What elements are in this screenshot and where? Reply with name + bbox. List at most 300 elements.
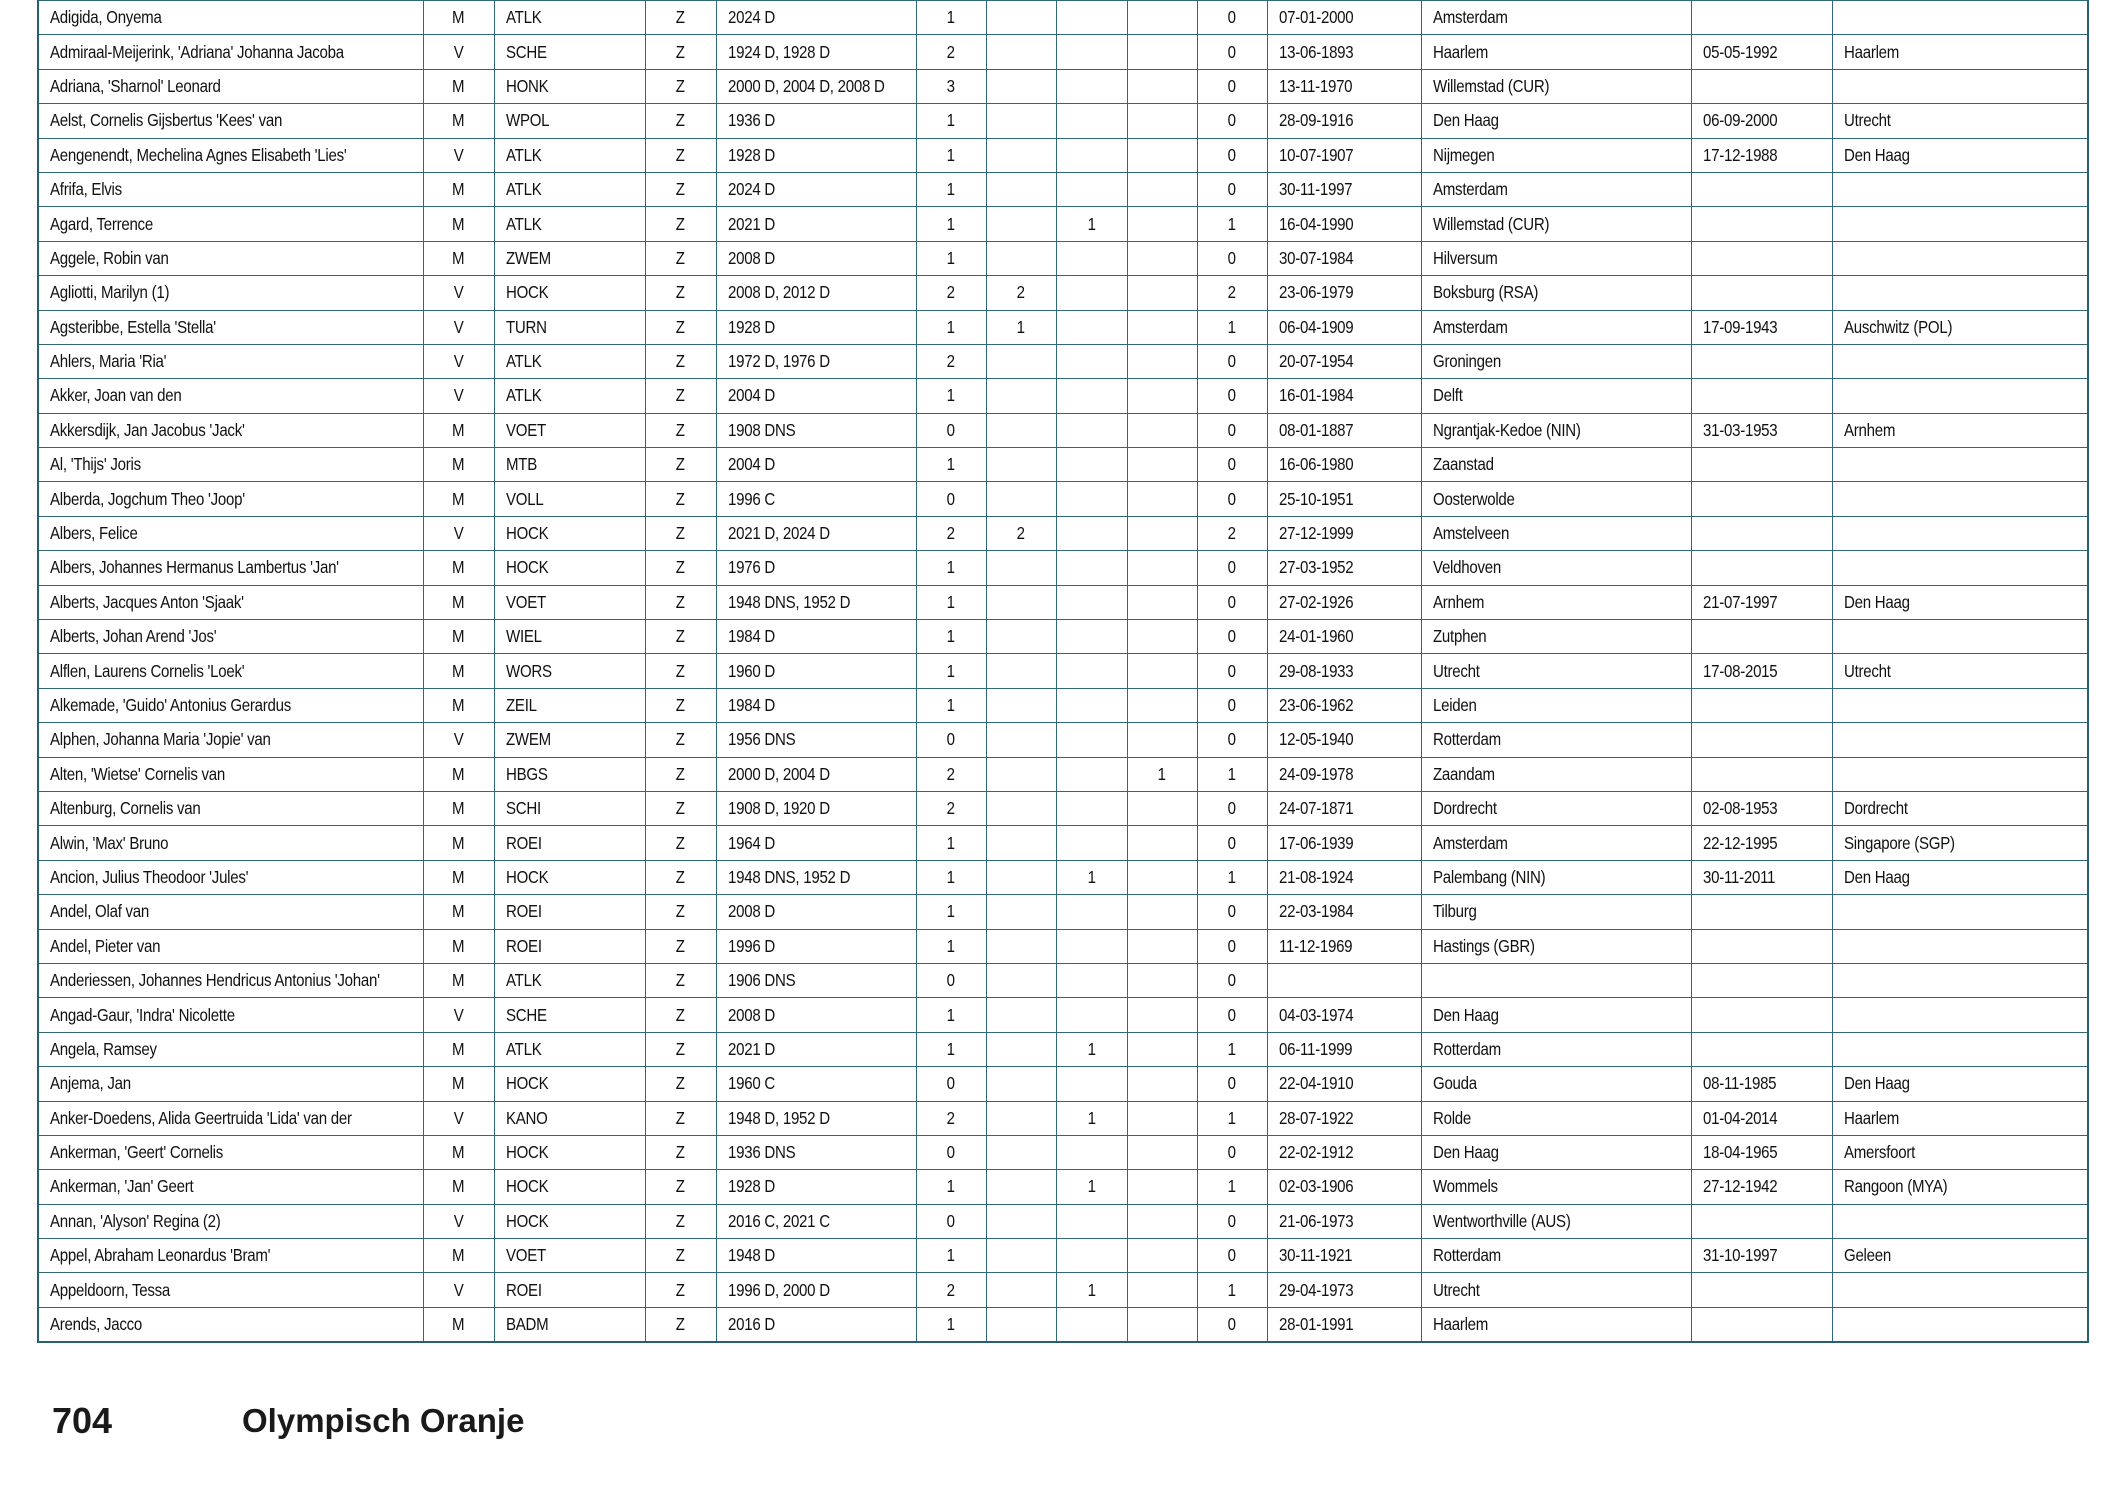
- cell-text: 24-09-1978: [1278, 763, 1353, 784]
- cell-text: 2016 D: [727, 1313, 775, 1334]
- cell-birth-date: [1267, 1273, 1421, 1307]
- cell-text: M: [452, 1313, 465, 1334]
- cell-text: ROEI: [505, 935, 542, 956]
- cell-text: Amsterdam: [1432, 179, 1508, 200]
- cell-text: M: [452, 557, 465, 578]
- cell-medals-total: [1197, 482, 1267, 516]
- cell-games: [716, 929, 916, 963]
- cell-birth-place: [1421, 138, 1691, 172]
- table-row: [38, 1101, 2088, 1135]
- cell-summer-winter: [645, 895, 716, 929]
- cell-text: 20-07-1954: [1278, 351, 1353, 372]
- cell-participations: [916, 826, 986, 860]
- cell-medals-a: [986, 516, 1056, 550]
- cell-summer-winter: [645, 551, 716, 585]
- cell-text: 2004 D: [727, 385, 775, 406]
- cell-text: 06-09-2000: [1702, 110, 1777, 131]
- cell-medals-c: [1127, 1170, 1197, 1204]
- cell-games: [716, 1101, 916, 1135]
- table-row: [38, 448, 2088, 482]
- cell-text: Adigida, Onyema: [50, 7, 162, 28]
- cell-birth-place: [1421, 723, 1691, 757]
- cell-text: Afrifa, Elvis: [50, 179, 122, 200]
- cell-games: [716, 276, 916, 310]
- cell-text: 27-03-1952: [1278, 557, 1353, 578]
- cell-medals-a: [986, 482, 1056, 516]
- cell-birth-place: [1421, 929, 1691, 963]
- cell-medals-total: [1197, 963, 1267, 997]
- cell-participations: [916, 551, 986, 585]
- cell-text: 22-12-1995: [1702, 832, 1777, 853]
- cell-text: M: [452, 213, 465, 234]
- cell-text: ZWEM: [505, 247, 551, 268]
- cell-sport: [494, 688, 645, 722]
- cell-medals-total: [1197, 413, 1267, 447]
- cell-text: 18-04-1965: [1702, 1142, 1777, 1163]
- table-row: [38, 1307, 2088, 1341]
- cell-medals-c: [1127, 241, 1197, 275]
- cell-participations: [916, 1307, 986, 1341]
- cell-games: [716, 620, 916, 654]
- cell-summer-winter: [645, 723, 716, 757]
- cell-text: Alten, 'Wietse' Cornelis van: [50, 763, 226, 784]
- cell-text: HOCK: [505, 1176, 548, 1197]
- cell-text: 2000 D, 2004 D: [727, 763, 830, 784]
- cell-birth-date: [1267, 516, 1421, 550]
- table-row: [38, 1067, 2088, 1101]
- cell-text: M: [452, 247, 465, 268]
- cell-medals-c: [1127, 551, 1197, 585]
- cell-birth-date: [1267, 138, 1421, 172]
- cell-birth-date: [1267, 1204, 1421, 1238]
- cell-death-date: [1691, 35, 1832, 69]
- cell-text: 1996 D: [727, 935, 775, 956]
- cell-text: 1: [946, 557, 956, 578]
- cell-text: Z: [676, 144, 685, 165]
- cell-birth-date: [1267, 69, 1421, 103]
- cell-text: Appeldoorn, Tessa: [50, 1279, 171, 1300]
- cell-text: Aggele, Robin van: [50, 247, 169, 268]
- cell-text: Amstelveen: [1432, 523, 1509, 544]
- cell-text: Z: [676, 316, 685, 337]
- cell-name: [38, 1, 423, 35]
- cell-sport: [494, 482, 645, 516]
- cell-text: Arnhem: [1843, 419, 1895, 440]
- cell-birth-date: [1267, 551, 1421, 585]
- cell-name: [38, 1135, 423, 1169]
- cell-summer-winter: [645, 688, 716, 722]
- cell-text: 1: [946, 179, 956, 200]
- cell-text: V: [453, 729, 464, 750]
- cell-name: [38, 551, 423, 585]
- cell-medals-c: [1127, 276, 1197, 310]
- cell-summer-winter: [645, 929, 716, 963]
- cell-medals-total: [1197, 688, 1267, 722]
- cell-participations: [916, 35, 986, 69]
- cell-death-date: [1691, 379, 1832, 413]
- cell-summer-winter: [645, 585, 716, 619]
- cell-text: M: [452, 179, 465, 200]
- cell-text: V: [453, 1210, 464, 1231]
- cell-sex: [423, 929, 494, 963]
- cell-death-date: [1691, 895, 1832, 929]
- cell-text: 2: [946, 351, 956, 372]
- cell-text: 1: [1227, 1176, 1237, 1197]
- cell-sex: [423, 1204, 494, 1238]
- cell-text: 17-06-1939: [1278, 832, 1353, 853]
- cell-birth-date: [1267, 757, 1421, 791]
- cell-birth-place: [1421, 241, 1691, 275]
- cell-birth-date: [1267, 482, 1421, 516]
- cell-text: Rangoon (MYA): [1843, 1176, 1947, 1197]
- cell-text: Arends, Jacco: [50, 1313, 143, 1334]
- cell-games: [716, 551, 916, 585]
- cell-medals-b: [1056, 1101, 1127, 1135]
- table-row: [38, 516, 2088, 550]
- cell-medals-b: [1056, 1135, 1127, 1169]
- cell-name: [38, 1170, 423, 1204]
- cell-text: Z: [676, 41, 685, 62]
- cell-text: Z: [676, 1073, 685, 1094]
- cell-summer-winter: [645, 1170, 716, 1204]
- cell-games: [716, 172, 916, 206]
- cell-sex: [423, 1239, 494, 1273]
- cell-text: 16-04-1990: [1278, 213, 1353, 234]
- cell-birth-date: [1267, 963, 1421, 997]
- cell-medals-b: [1056, 757, 1127, 791]
- cell-text: 1: [1227, 1279, 1237, 1300]
- cell-text: 2004 D: [727, 454, 775, 475]
- cell-birth-date: [1267, 1170, 1421, 1204]
- cell-medals-b: [1056, 688, 1127, 722]
- cell-text: 1: [946, 1004, 956, 1025]
- cell-text: Z: [676, 1142, 685, 1163]
- cell-text: Anjema, Jan: [50, 1073, 131, 1094]
- cell-death-place: [1832, 104, 2088, 138]
- cell-text: M: [452, 1073, 465, 1094]
- cell-text: SCHE: [505, 1004, 547, 1025]
- cell-sex: [423, 172, 494, 206]
- cell-birth-place: [1421, 1101, 1691, 1135]
- cell-participations: [916, 379, 986, 413]
- cell-birth-place: [1421, 1170, 1691, 1204]
- cell-medals-b: [1056, 826, 1127, 860]
- cell-text: 27-12-1999: [1278, 523, 1353, 544]
- cell-death-place: [1832, 826, 2088, 860]
- cell-text: V: [453, 144, 464, 165]
- cell-death-place: [1832, 1307, 2088, 1341]
- cell-medals-a: [986, 963, 1056, 997]
- cell-text: Amsterdam: [1432, 316, 1508, 337]
- cell-games: [716, 310, 916, 344]
- cell-participations: [916, 172, 986, 206]
- cell-death-place: [1832, 791, 2088, 825]
- table-row: [38, 929, 2088, 963]
- table-row: [38, 344, 2088, 378]
- cell-text: 1: [946, 454, 956, 475]
- cell-birth-date: [1267, 860, 1421, 894]
- cell-medals-b: [1056, 654, 1127, 688]
- cell-text: Z: [676, 935, 685, 956]
- table-row: [38, 1273, 2088, 1307]
- cell-medals-a: [986, 1101, 1056, 1135]
- cell-medals-c: [1127, 585, 1197, 619]
- cell-sex: [423, 688, 494, 722]
- cell-participations: [916, 654, 986, 688]
- cell-text: M: [452, 970, 465, 991]
- cell-text: 28-01-1991: [1278, 1313, 1353, 1334]
- cell-medals-total: [1197, 791, 1267, 825]
- table-row: [38, 1170, 2088, 1204]
- cell-birth-date: [1267, 1307, 1421, 1341]
- cell-text: Z: [676, 763, 685, 784]
- cell-medals-a: [986, 379, 1056, 413]
- cell-text: Z: [676, 729, 685, 750]
- cell-name: [38, 241, 423, 275]
- cell-text: Albers, Johannes Hermanus Lambertus 'Jan': [50, 557, 339, 578]
- cell-name: [38, 482, 423, 516]
- cell-text: M: [452, 763, 465, 784]
- cell-text: 25-10-1951: [1278, 488, 1353, 509]
- cell-name: [38, 310, 423, 344]
- cell-text: 23-06-1979: [1278, 282, 1353, 303]
- table-row: [38, 482, 2088, 516]
- cell-text: M: [452, 454, 465, 475]
- cell-text: Akker, Joan van den: [50, 385, 182, 406]
- cell-text: 1: [946, 144, 956, 165]
- cell-death-place: [1832, 585, 2088, 619]
- cell-text: 0: [1227, 1245, 1237, 1266]
- cell-death-date: [1691, 1, 1832, 35]
- cell-name: [38, 1307, 423, 1341]
- cell-text: 1984 D: [727, 626, 775, 647]
- cell-sport: [494, 585, 645, 619]
- cell-death-place: [1832, 1, 2088, 35]
- cell-summer-winter: [645, 448, 716, 482]
- cell-games: [716, 344, 916, 378]
- cell-text: Dordrecht: [1843, 798, 1908, 819]
- cell-text: 12-05-1940: [1278, 729, 1353, 750]
- cell-participations: [916, 895, 986, 929]
- cell-text: M: [452, 75, 465, 96]
- cell-text: Hastings (GBR): [1432, 935, 1535, 956]
- table-row: [38, 379, 2088, 413]
- cell-death-place: [1832, 1067, 2088, 1101]
- cell-sex: [423, 1101, 494, 1135]
- cell-sport: [494, 551, 645, 585]
- cell-text: Z: [676, 419, 685, 440]
- cell-death-place: [1832, 241, 2088, 275]
- cell-medals-a: [986, 1067, 1056, 1101]
- cell-text: 2: [946, 1107, 956, 1128]
- cell-text: Den Haag: [1432, 110, 1499, 131]
- table-row: [38, 69, 2088, 103]
- cell-text: 1: [946, 247, 956, 268]
- cell-text: 1: [946, 7, 956, 28]
- table-row: [38, 585, 2088, 619]
- cell-sport: [494, 929, 645, 963]
- cell-summer-winter: [645, 826, 716, 860]
- cell-name: [38, 1204, 423, 1238]
- cell-birth-place: [1421, 998, 1691, 1032]
- cell-sex: [423, 448, 494, 482]
- cell-birth-date: [1267, 276, 1421, 310]
- cell-death-date: [1691, 998, 1832, 1032]
- cell-text: Z: [676, 523, 685, 544]
- cell-death-date: [1691, 860, 1832, 894]
- cell-text: WIEL: [505, 626, 542, 647]
- cell-death-place: [1832, 551, 2088, 585]
- cell-games: [716, 448, 916, 482]
- cell-sex: [423, 860, 494, 894]
- cell-text: 1964 D: [727, 832, 775, 853]
- cell-text: VOET: [505, 419, 546, 440]
- cell-text: 1: [946, 695, 956, 715]
- cell-text: 1: [946, 866, 956, 887]
- cell-death-date: [1691, 482, 1832, 516]
- cell-text: HOCK: [505, 282, 548, 303]
- cell-summer-winter: [645, 241, 716, 275]
- cell-text: 0: [1227, 798, 1237, 819]
- cell-sex: [423, 963, 494, 997]
- cell-text: Anderiessen, Johannes Hendricus Antonius 'Johan': [50, 970, 380, 991]
- cell-summer-winter: [645, 791, 716, 825]
- cell-death-date: [1691, 1239, 1832, 1273]
- cell-text: Aelst, Cornelis Gijsbertus 'Kees' van: [50, 110, 283, 131]
- cell-death-place: [1832, 723, 2088, 757]
- cell-medals-total: [1197, 895, 1267, 929]
- cell-text: 0: [1227, 1004, 1237, 1025]
- cell-text: 01-04-2014: [1702, 1107, 1777, 1128]
- cell-medals-b: [1056, 379, 1127, 413]
- cell-medals-b: [1056, 929, 1127, 963]
- cell-name: [38, 998, 423, 1032]
- cell-text: 1: [946, 901, 956, 922]
- cell-text: Den Haag: [1432, 1142, 1499, 1163]
- cell-games: [716, 860, 916, 894]
- cell-sex: [423, 516, 494, 550]
- cell-text: 2: [946, 41, 956, 62]
- table-row: [38, 1135, 2088, 1169]
- cell-medals-a: [986, 1135, 1056, 1169]
- cell-medals-c: [1127, 895, 1197, 929]
- cell-text: Adriana, 'Sharnol' Leonard: [50, 75, 221, 96]
- cell-text: Amsterdam: [1432, 832, 1508, 853]
- cell-text: Oosterwolde: [1432, 488, 1515, 509]
- cell-medals-c: [1127, 1101, 1197, 1135]
- cell-participations: [916, 998, 986, 1032]
- cell-summer-winter: [645, 1101, 716, 1135]
- cell-sport: [494, 69, 645, 103]
- cell-medals-total: [1197, 1273, 1267, 1307]
- cell-text: 1996 C: [727, 488, 775, 509]
- cell-participations: [916, 448, 986, 482]
- cell-medals-total: [1197, 69, 1267, 103]
- cell-text: 1928 D: [727, 144, 775, 165]
- cell-medals-total: [1197, 344, 1267, 378]
- cell-death-place: [1832, 1101, 2088, 1135]
- cell-medals-c: [1127, 138, 1197, 172]
- cell-name: [38, 1273, 423, 1307]
- cell-text: 28-07-1922: [1278, 1107, 1353, 1128]
- cell-death-date: [1691, 344, 1832, 378]
- cell-sport: [494, 963, 645, 997]
- cell-medals-a: [986, 654, 1056, 688]
- cell-text: 0: [1227, 695, 1237, 715]
- cell-text: Z: [676, 901, 685, 922]
- cell-text: 27-02-1926: [1278, 591, 1353, 612]
- cell-text: HBGS: [505, 763, 548, 784]
- cell-participations: [916, 241, 986, 275]
- cell-text: Haarlem: [1432, 41, 1488, 62]
- cell-text: 1: [1227, 1038, 1237, 1059]
- cell-text: 2021 D: [727, 213, 775, 234]
- cell-games: [716, 1204, 916, 1238]
- cell-text: Veldhoven: [1432, 557, 1501, 578]
- cell-medals-c: [1127, 344, 1197, 378]
- cell-death-date: [1691, 757, 1832, 791]
- cell-medals-a: [986, 585, 1056, 619]
- cell-sex: [423, 207, 494, 241]
- cell-text: 1924 D, 1928 D: [727, 41, 830, 62]
- cell-death-date: [1691, 516, 1832, 550]
- cell-text: M: [452, 695, 465, 715]
- cell-sex: [423, 413, 494, 447]
- cell-text: Annan, 'Alyson' Regina (2): [50, 1210, 221, 1231]
- cell-sport: [494, 1032, 645, 1066]
- cell-text: Zutphen: [1432, 626, 1486, 647]
- cell-medals-c: [1127, 1273, 1197, 1307]
- cell-sex: [423, 138, 494, 172]
- cell-sex: [423, 998, 494, 1032]
- cell-death-date: [1691, 207, 1832, 241]
- cell-text: 0: [1227, 247, 1237, 268]
- cell-text: Den Haag: [1843, 591, 1910, 612]
- cell-birth-place: [1421, 895, 1691, 929]
- cell-text: Z: [676, 591, 685, 612]
- cell-text: 1996 D, 2000 D: [727, 1279, 830, 1300]
- table-row: [38, 688, 2088, 722]
- table-row: [38, 1032, 2088, 1066]
- cell-text: 24-01-1960: [1278, 626, 1353, 647]
- cell-death-date: [1691, 104, 1832, 138]
- cell-death-place: [1832, 379, 2088, 413]
- cell-medals-total: [1197, 1135, 1267, 1169]
- cell-death-date: [1691, 138, 1832, 172]
- cell-text: 1: [946, 1313, 956, 1334]
- cell-participations: [916, 138, 986, 172]
- cell-medals-b: [1056, 1204, 1127, 1238]
- cell-sport: [494, 448, 645, 482]
- cell-text: Haarlem: [1843, 41, 1899, 62]
- cell-medals-c: [1127, 1135, 1197, 1169]
- cell-birth-place: [1421, 963, 1691, 997]
- cell-participations: [916, 688, 986, 722]
- cell-summer-winter: [645, 1204, 716, 1238]
- cell-medals-a: [986, 723, 1056, 757]
- cell-medals-a: [986, 551, 1056, 585]
- cell-summer-winter: [645, 35, 716, 69]
- cell-death-date: [1691, 688, 1832, 722]
- cell-text: SCHI: [505, 798, 541, 819]
- cell-text: ATLK: [505, 385, 542, 406]
- cell-birth-date: [1267, 791, 1421, 825]
- cell-games: [716, 35, 916, 69]
- cell-summer-winter: [645, 207, 716, 241]
- cell-participations: [916, 482, 986, 516]
- cell-text: 2016 C, 2021 C: [727, 1210, 830, 1231]
- cell-text: 1: [946, 213, 956, 234]
